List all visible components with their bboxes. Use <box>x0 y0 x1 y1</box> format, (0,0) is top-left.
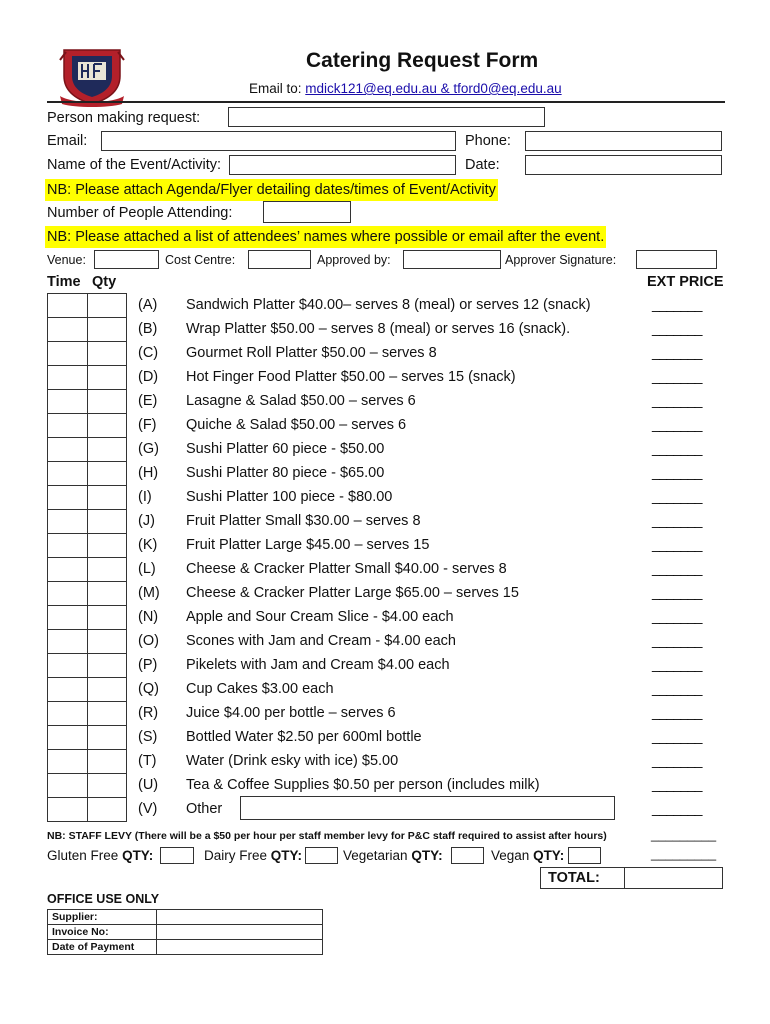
title-divider <box>47 101 725 103</box>
menu-item-letter: (E) <box>138 393 158 409</box>
dairy-free-qty-field[interactable] <box>305 847 338 864</box>
menu-item-text: Sushi Platter 100 piece - $80.00 <box>186 489 393 505</box>
menu-item-letter: (S) <box>138 729 158 745</box>
nb-agenda-note: NB: Please attach Agenda/Flyer detailing dates/times of Event/Activity <box>45 179 498 201</box>
dietary-blank: _________ <box>651 846 717 861</box>
menu-item-ext-price-blank[interactable]: _______ <box>652 513 702 529</box>
menu-item-ext-price-blank[interactable]: _______ <box>652 417 702 433</box>
menu-item-ext-price-blank[interactable]: _______ <box>652 537 702 553</box>
menu-item-row <box>0 726 770 748</box>
staff-levy-blank: _________ <box>651 827 717 842</box>
dairy-free-label: Dairy Free QTY: <box>204 848 303 863</box>
menu-item-letter: (B) <box>138 321 158 337</box>
menu-item-text: Tea & Coffee Supplies $0.50 per person (includes milk) <box>186 777 540 793</box>
menu-item-text: Sandwich Platter $40.00– serves 8 (meal) or serves 12 (snack) <box>186 297 591 313</box>
menu-item-letter: (P) <box>138 657 158 673</box>
menu-item-row <box>0 510 770 532</box>
email-to-line <box>249 79 562 99</box>
menu-item-row <box>0 366 770 388</box>
menu-item-ext-price-blank[interactable]: _______ <box>652 753 702 769</box>
menu-item-ext-price-blank[interactable]: _______ <box>652 681 702 697</box>
menu-item-ext-price-blank[interactable]: _______ <box>652 489 702 505</box>
gluten-free-qty-field[interactable] <box>160 847 194 864</box>
menu-item-ext-price-blank[interactable]: _______ <box>652 369 702 385</box>
menu-item-text: Water (Drink esky with ice) $5.00 <box>186 753 399 769</box>
office-row-supplier <box>48 910 323 925</box>
office-use-table <box>47 909 323 955</box>
invoice-no-label: Invoice No: <box>48 925 157 940</box>
menu-item-letter: (F) <box>138 417 157 433</box>
menu-item-text: Other <box>186 801 223 817</box>
menu-item-row <box>0 390 770 412</box>
person-making-request-field[interactable] <box>228 107 545 127</box>
menu-item-ext-price-blank[interactable]: _______ <box>652 321 702 337</box>
menu-item-letter: (I) <box>138 489 152 505</box>
menu-item-text: Apple and Sour Cream Slice - $4.00 each <box>186 609 454 625</box>
menu-item-row <box>0 678 770 700</box>
menu-item-letter: (J) <box>138 513 155 529</box>
menu-item-letter: (D) <box>138 369 159 385</box>
date-of-payment-field[interactable] <box>157 940 323 955</box>
menu-item-ext-price-blank[interactable]: _______ <box>652 633 702 649</box>
approver-signature-field[interactable] <box>636 250 717 269</box>
office-row-invoice <box>48 925 323 940</box>
supplier-field[interactable] <box>157 910 323 925</box>
menu-item-text: Gourmet Roll Platter $50.00 – serves 8 <box>186 345 437 361</box>
menu-item-row <box>0 558 770 580</box>
menu-item-row <box>0 486 770 508</box>
vegan-label: Vegan QTY: <box>491 848 565 863</box>
menu-item-row <box>0 318 770 340</box>
menu-item-text: Scones with Jam and Cream - $4.00 each <box>186 633 456 649</box>
person-making-request-label: Person making request: <box>47 110 201 126</box>
menu-item-letter: (H) <box>138 465 159 481</box>
menu-item-ext-price-blank[interactable]: _______ <box>652 705 702 721</box>
cost-centre-field[interactable] <box>248 250 311 269</box>
date-of-payment-label: Date of Payment <box>48 940 157 955</box>
menu-item-text: Hot Finger Food Platter $50.00 – serves 15 (snack) <box>186 369 516 385</box>
venue-field[interactable] <box>94 250 159 269</box>
school-crest-logo <box>58 46 126 108</box>
approver-signature-label: Approver Signature: <box>505 253 617 267</box>
menu-item-row <box>0 438 770 460</box>
menu-item-row <box>0 630 770 652</box>
email-to-link[interactable]: mdick121@eq.edu.au & tford0@eq.edu.au <box>305 81 562 96</box>
menu-item-letter: (N) <box>138 609 159 625</box>
menu-item-letter: (T) <box>138 753 157 769</box>
menu-item-ext-price-blank[interactable]: _______ <box>652 729 702 745</box>
menu-item-text: Fruit Platter Small $30.00 – serves 8 <box>186 513 421 529</box>
other-item-field[interactable] <box>240 796 615 820</box>
office-row-payment <box>48 940 323 955</box>
menu-item-text: Sushi Platter 60 piece - $50.00 <box>186 441 385 457</box>
people-attending-field[interactable] <box>263 201 351 223</box>
email-field[interactable] <box>101 131 456 151</box>
vegetarian-qty-field[interactable] <box>451 847 484 864</box>
nb-attendees-note: NB: Please attached a list of attendees’ names where possible or email after the event. <box>45 226 606 248</box>
menu-item-text: Sushi Platter 80 piece - $65.00 <box>186 465 385 481</box>
total-label: TOTAL: <box>548 870 600 886</box>
menu-item-letter: (R) <box>138 705 159 721</box>
menu-item-letter: (A) <box>138 297 158 313</box>
email-to-prefix: Email to: <box>249 81 306 96</box>
vegan-qty-field[interactable] <box>568 847 601 864</box>
menu-item-text: Lasagne & Salad $50.00 – serves 6 <box>186 393 416 409</box>
menu-item-ext-price-blank[interactable]: _______ <box>652 441 702 457</box>
approved-by-field[interactable] <box>403 250 501 269</box>
menu-item-row <box>0 414 770 436</box>
menu-item-row <box>0 750 770 772</box>
menu-item-ext-price-blank[interactable]: _______ <box>652 609 702 625</box>
menu-item-ext-price-blank[interactable]: _______ <box>652 585 702 601</box>
menu-item-text: Wrap Platter $50.00 – serves 8 (meal) or serves 16 (snack). <box>186 321 571 337</box>
menu-item-letter: (U) <box>138 777 159 793</box>
menu-item-letter: (M) <box>138 585 160 601</box>
phone-field[interactable] <box>525 131 722 151</box>
phone-label: Phone: <box>465 133 511 149</box>
menu-item-ext-price-blank[interactable]: _______ <box>652 801 702 817</box>
ext-price-column-header: EXT PRICE <box>647 274 724 290</box>
menu-item-row <box>0 582 770 604</box>
invoice-no-field[interactable] <box>157 925 323 940</box>
menu-item-text: Cheese & Cracker Platter Large $65.00 – serves 15 <box>186 585 519 601</box>
menu-item-ext-price-blank[interactable]: _______ <box>652 777 702 793</box>
menu-item-text: Cup Cakes $3.00 each <box>186 681 334 697</box>
menu-item-letter: (C) <box>138 345 159 361</box>
menu-item-text: Fruit Platter Large $45.00 – serves 15 <box>186 537 430 553</box>
menu-item-text: Bottled Water $2.50 per 600ml bottle <box>186 729 422 745</box>
qty-column-header: Qty <box>92 274 117 290</box>
event-name-field[interactable] <box>229 155 456 175</box>
office-use-heading: OFFICE USE ONLY <box>47 892 160 906</box>
menu-item-ext-price-blank[interactable]: _______ <box>652 345 702 361</box>
menu-item-letter: (Q) <box>138 681 159 697</box>
menu-item-ext-price-blank[interactable]: _______ <box>652 465 702 481</box>
menu-item-row <box>0 774 770 796</box>
form-title: Catering Request Form <box>306 49 539 72</box>
menu-item-letter: (G) <box>138 441 159 457</box>
menu-item-row <box>0 342 770 364</box>
venue-label: Venue: <box>47 253 86 267</box>
email-label: Email: <box>47 133 88 149</box>
menu-item-text: Juice $4.00 per bottle – serves 6 <box>186 705 396 721</box>
gluten-free-label: Gluten Free QTY: <box>47 848 154 863</box>
date-field[interactable] <box>525 155 722 175</box>
menu-item-text: Quiche & Salad $50.00 – serves 6 <box>186 417 407 433</box>
staff-levy-note: NB: STAFF LEVY (There will be a $50 per hour per staff member levy for P&C staff required to assist after hours) <box>47 830 607 842</box>
menu-item-ext-price-blank[interactable]: _______ <box>652 297 702 313</box>
time-column-header: Time <box>47 274 81 290</box>
menu-item-row <box>0 294 770 316</box>
menu-item-text: Pikelets with Jam and Cream $4.00 each <box>186 657 450 673</box>
menu-item-ext-price-blank[interactable]: _______ <box>652 657 702 673</box>
menu-item-row <box>0 534 770 556</box>
menu-item-text: Cheese & Cracker Platter Small $40.00 - serves 8 <box>186 561 507 577</box>
menu-item-row <box>0 606 770 628</box>
menu-item-letter: (K) <box>138 537 158 553</box>
menu-item-ext-price-blank[interactable]: _______ <box>652 393 702 409</box>
total-field[interactable] <box>625 868 721 888</box>
approved-by-label: Approved by: <box>317 253 391 267</box>
menu-item-row <box>0 654 770 676</box>
date-label: Date: <box>465 157 500 173</box>
supplier-label: Supplier: <box>48 910 157 925</box>
cost-centre-label: Cost Centre: <box>165 253 236 267</box>
event-name-label: Name of the Event/Activity: <box>47 157 222 173</box>
people-attending-label: Number of People Attending: <box>47 205 233 221</box>
menu-item-letter: (V) <box>138 801 158 817</box>
menu-item-row <box>0 462 770 484</box>
menu-item-row <box>0 702 770 724</box>
vegetarian-label: Vegetarian QTY: <box>343 848 443 863</box>
menu-item-ext-price-blank[interactable]: _______ <box>652 561 702 577</box>
menu-item-letter: (L) <box>138 561 156 577</box>
menu-item-letter: (O) <box>138 633 159 649</box>
